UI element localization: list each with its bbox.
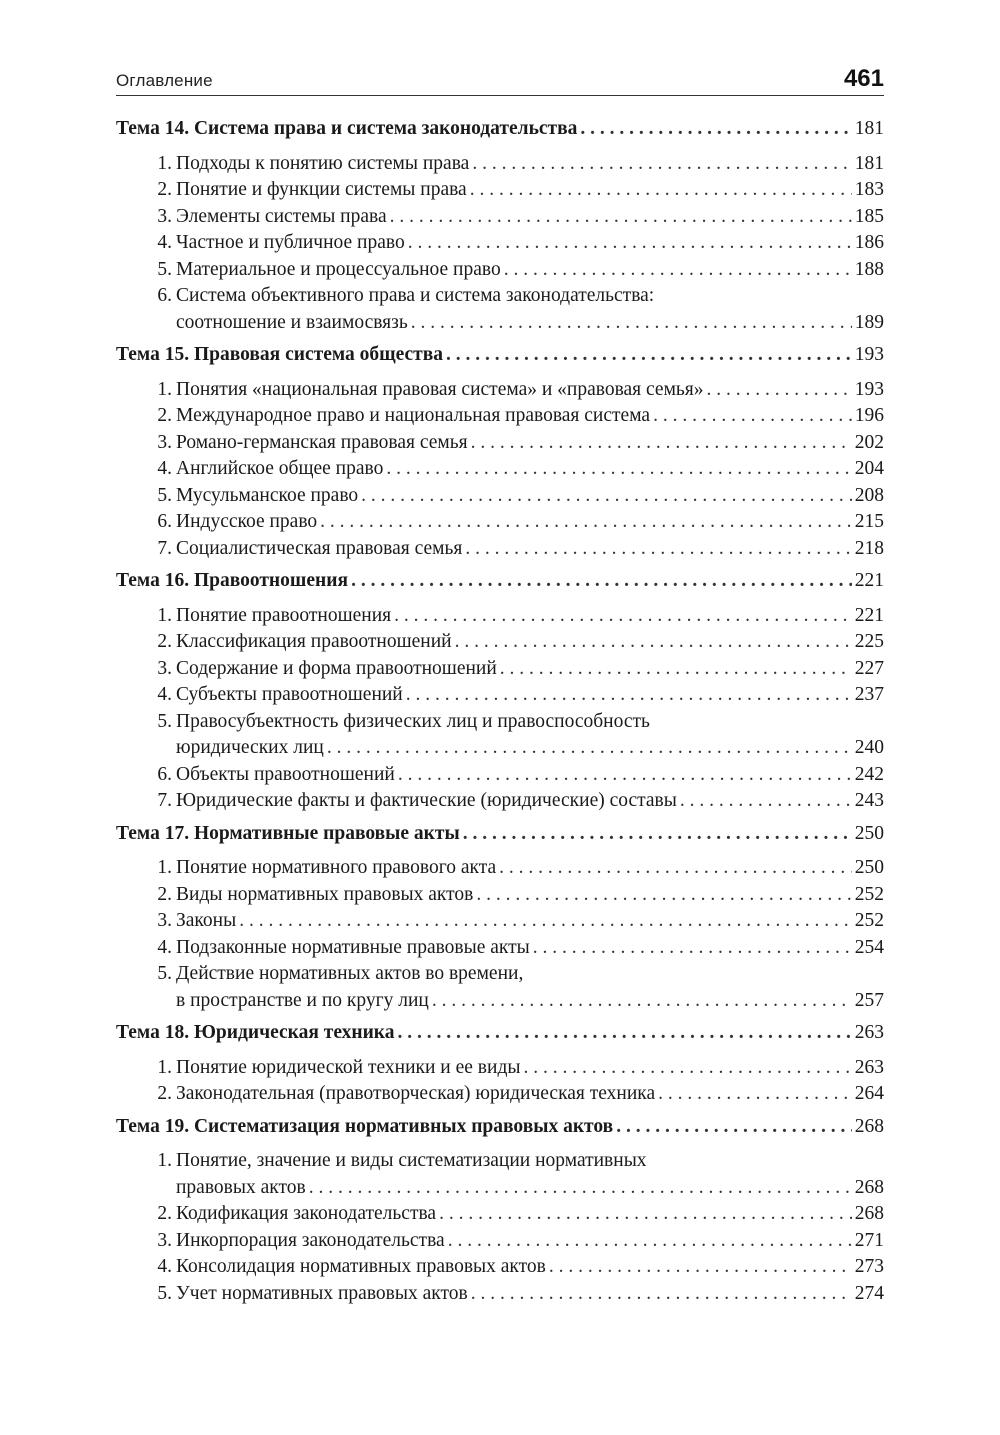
toc-item-line-text: Подзаконные нормативные правовые акты (176, 936, 530, 958)
dot-leader (658, 1081, 852, 1108)
dot-leader (463, 821, 852, 848)
toc-item-number: 1. (157, 604, 172, 626)
toc-item-line-page: 250 (854, 857, 884, 878)
dot-leader (653, 403, 852, 430)
toc-item[interactable] (116, 430, 884, 457)
toc-topic-group (116, 342, 884, 562)
toc-item[interactable] (116, 1081, 884, 1108)
toc-item-body (172, 1228, 884, 1255)
dot-leader (320, 509, 852, 536)
toc-item-line-page: 240 (854, 737, 884, 758)
toc-item-number: 2. (157, 179, 172, 200)
toc-item-line-text: Понятие нормативного правового акта (176, 857, 497, 878)
toc-item-line (176, 762, 884, 789)
toc-item-line (176, 403, 884, 430)
toc-item-body (172, 536, 884, 563)
toc-item-line (176, 536, 884, 563)
dot-leader (471, 1281, 852, 1308)
toc-item-number: 3. (157, 431, 172, 453)
toc-item-line (176, 1281, 884, 1308)
toc-item[interactable] (116, 1228, 884, 1255)
toc-item-number: 6. (157, 763, 172, 785)
dot-leader (411, 310, 852, 337)
toc-item-line (176, 151, 884, 178)
toc-item-line-page: 254 (854, 936, 884, 958)
toc-item-line-text: Классификация правоотношений (176, 631, 452, 652)
toc-topic-entry[interactable] (116, 568, 884, 595)
running-head-title: Оглавление (116, 71, 213, 90)
toc-item[interactable] (116, 377, 884, 404)
toc-item-line (176, 682, 884, 709)
toc-item[interactable] (116, 682, 884, 709)
toc-item-body (172, 629, 884, 656)
toc-item[interactable] (116, 788, 884, 815)
toc-item-number: 2. (157, 883, 172, 905)
toc-item[interactable] (116, 483, 884, 510)
toc-item-body (172, 483, 884, 510)
toc-item-number: 2. (157, 405, 172, 426)
toc-item-line-text: в пространстве и по кругу лиц (176, 989, 429, 1011)
toc-item-line-text: Понятие и функции системы права (176, 179, 467, 200)
toc-topic-entry-text: Тема 14. Система права и система законодательства (116, 118, 578, 139)
toc-item-line-page: 264 (854, 1083, 884, 1104)
toc-item-number: 5. (157, 484, 172, 506)
toc-item-line (176, 310, 884, 337)
toc-item-line (176, 735, 884, 762)
toc-item-line (176, 456, 884, 483)
toc-item-body (172, 257, 884, 284)
toc-item-body (172, 935, 884, 962)
toc-item-number: 4. (157, 232, 172, 253)
toc-item-first-line: Действие нормативных актов во времени, (176, 963, 524, 984)
toc-item-line-text: Индусское право (176, 511, 318, 532)
toc-item-line-page: 242 (854, 763, 884, 785)
toc-item-number: 3. (157, 205, 172, 227)
toc-item-line-page: 252 (854, 910, 884, 931)
toc-item-body (172, 230, 884, 257)
dot-leader (465, 536, 851, 563)
toc-item-line (176, 1254, 884, 1281)
toc-item-body (172, 882, 884, 909)
toc-item-line-text: Учет нормативных правовых актов (176, 1282, 468, 1304)
dot-leader (471, 430, 852, 457)
dot-leader (472, 151, 851, 178)
toc-item-line-page: 202 (854, 431, 884, 453)
toc-item-body (172, 1148, 884, 1201)
toc-item-line-text: Романо-германская правовая семья (176, 431, 468, 453)
toc-item-line-page: 257 (854, 989, 884, 1011)
dot-leader (533, 935, 852, 962)
toc-topic-entry[interactable] (116, 1020, 884, 1047)
toc-topic-entry-page: 221 (854, 570, 884, 591)
toc-item-line (176, 1228, 884, 1255)
toc-item-body (172, 656, 884, 683)
dot-leader (549, 1254, 852, 1281)
dot-leader (476, 882, 851, 909)
dot-leader (616, 1114, 852, 1141)
toc-item-line-text: Объекты правоотношений (176, 763, 395, 785)
toc-item-line-text: Содержание и форма правоотношений (176, 657, 497, 679)
toc-item-first-line: Система объективного права и система законодательства: (176, 285, 655, 306)
toc-item-line-page: 227 (854, 657, 884, 679)
toc-item-number: 2. (157, 631, 172, 652)
toc-item-line-text: Социалистическая правовая семья (176, 537, 463, 559)
dot-leader (394, 603, 852, 630)
toc-item-number: 6. (157, 511, 172, 532)
toc-item-number: 1. (157, 857, 172, 878)
toc-item-line (176, 1201, 884, 1228)
toc-item[interactable] (116, 456, 884, 483)
dot-leader (446, 342, 852, 369)
toc-item-number: 1. (157, 1056, 172, 1078)
toc-item-body (172, 1055, 884, 1082)
dot-leader (361, 483, 852, 510)
toc-item[interactable] (116, 855, 884, 882)
toc-topic-entry-page: 181 (854, 118, 884, 139)
toc-item-line-page: 237 (854, 684, 884, 705)
toc-item[interactable] (116, 230, 884, 257)
toc-item[interactable] (116, 762, 884, 789)
toc-item-body (172, 788, 884, 815)
toc-item-line-text: Элементы системы права (176, 205, 387, 227)
toc-item-line-page: 181 (854, 152, 884, 174)
toc-item-line-text: Понятие правоотношения (176, 604, 392, 626)
toc-item-line (176, 1175, 884, 1202)
toc-item-line-text: Консолидация нормативных правовых актов (176, 1256, 546, 1277)
toc-item-line-text: Виды нормативных правовых актов (176, 883, 474, 905)
toc-topic-entry-text: Тема 18. Юридическая техника (116, 1022, 395, 1043)
toc-topic-entry-text: Тема 17. Нормативные правовые акты (116, 822, 460, 844)
toc-item-line (176, 656, 884, 683)
toc-item[interactable] (116, 656, 884, 683)
toc-item[interactable] (116, 961, 884, 1014)
toc-item-number: 7. (157, 790, 172, 811)
dot-leader (406, 682, 852, 709)
dot-leader (499, 855, 852, 882)
toc-item-body (172, 151, 884, 178)
toc-item-line (176, 882, 884, 909)
toc-item-body (172, 509, 884, 536)
toc-item[interactable] (116, 403, 884, 430)
toc-item-line-page: 208 (854, 484, 884, 506)
toc-item-line-page: 225 (854, 631, 884, 652)
toc-item-body (172, 908, 884, 935)
toc-item-line-text: правовых актов (176, 1176, 306, 1198)
toc-item-line-text: Понятия «национальная правовая система» и «правовая семья» (176, 378, 704, 400)
dot-leader (398, 1020, 852, 1047)
toc-topic-entry-text: Тема 19. Систематизация нормативных правовых актов (116, 1115, 614, 1137)
toc-item-number: 2. (157, 1203, 172, 1224)
dot-leader (707, 377, 852, 404)
toc-topic-entry-text: Тема 15. Правовая система общества (116, 344, 443, 365)
toc-item-line-page: 193 (854, 378, 884, 400)
toc-item-body (172, 1254, 884, 1281)
toc-item-line-page: 186 (854, 232, 884, 253)
dot-leader (432, 988, 852, 1015)
toc-item-number: 1. (157, 1150, 172, 1171)
toc-item[interactable] (116, 509, 884, 536)
toc-topic-entry[interactable] (116, 1114, 884, 1141)
toc-item[interactable] (116, 1254, 884, 1281)
toc-item-line (176, 908, 884, 935)
toc-item-number: 6. (157, 285, 172, 306)
toc-item-body (172, 1281, 884, 1308)
toc-item-number: 1. (157, 152, 172, 174)
toc-item-body (172, 177, 884, 204)
toc-item-line (176, 788, 884, 815)
dot-leader (470, 177, 852, 204)
toc-item-line (176, 177, 884, 204)
toc-topic-entry-page: 193 (854, 344, 884, 365)
toc-item-number: 3. (157, 910, 172, 931)
toc-item[interactable] (116, 882, 884, 909)
toc-item-number: 5. (157, 710, 172, 732)
toc-item-line-text: соотношение и взаимосвязь (176, 311, 408, 333)
toc-item-first-line: Правосубъектность физических лиц и правоспособность (176, 710, 650, 732)
toc-item-line (176, 1055, 884, 1082)
toc-item-line-page: 273 (854, 1256, 884, 1277)
toc-item-line-text: Субъекты правоотношений (176, 684, 403, 705)
dot-leader (309, 1175, 852, 1202)
dot-leader (439, 1201, 852, 1228)
toc-item-number: 5. (157, 1282, 172, 1304)
toc-topic-entry-page: 268 (854, 1115, 884, 1137)
dot-leader (448, 1228, 852, 1255)
dot-leader (680, 788, 852, 815)
toc-topic-entry[interactable] (116, 116, 884, 143)
dot-leader (500, 656, 852, 683)
dot-leader (455, 629, 852, 656)
toc-item[interactable] (116, 629, 884, 656)
toc-item-line-text: юридических лиц (176, 737, 324, 758)
toc-item-number: 5. (157, 963, 172, 984)
toc-item-line-page: 185 (854, 205, 884, 227)
toc-item-number: 7. (157, 537, 172, 559)
toc-item-body (172, 1081, 884, 1108)
dot-leader (580, 116, 851, 143)
toc-item-line-page: 215 (854, 511, 884, 532)
toc-item-line (176, 430, 884, 457)
toc-item-line-text: Международное право и национальная правовая система (176, 405, 651, 426)
toc-item[interactable] (116, 536, 884, 563)
toc-item-line-text: Мусульманское право (176, 484, 359, 506)
toc-item-line (176, 1081, 884, 1108)
toc-item-body (172, 430, 884, 457)
toc-item-body (172, 709, 884, 762)
toc-topic-group (116, 116, 884, 336)
toc-item[interactable] (116, 151, 884, 178)
toc-item[interactable] (116, 1281, 884, 1308)
toc-topic-group (116, 821, 884, 1015)
dot-leader (239, 908, 852, 935)
toc-item-line-page: 188 (854, 258, 884, 280)
toc-item-line-page: 218 (854, 537, 884, 559)
toc-item-first-line: Понятие, значение и виды систематизации нормативных (176, 1150, 647, 1171)
toc-item-number: 4. (157, 1256, 172, 1277)
toc-item-body (172, 855, 884, 882)
toc-item-line (176, 377, 884, 404)
toc-item-line-page: 221 (854, 604, 884, 626)
running-head (116, 62, 884, 96)
dot-leader (398, 762, 852, 789)
toc-item[interactable] (116, 1148, 884, 1201)
toc-item-body (172, 456, 884, 483)
toc-item-body (172, 961, 884, 1014)
toc-item-line-page: 252 (854, 883, 884, 905)
toc-item-line-page: 204 (854, 458, 884, 479)
toc-topic-entry[interactable] (116, 821, 884, 848)
toc-item-line (176, 483, 884, 510)
toc-item-number: 4. (157, 684, 172, 705)
toc-item-line-text: Подходы к понятию системы права (176, 152, 470, 174)
toc-item-line-text: Юридические факты и фактические (юридические) составы (176, 790, 677, 811)
toc-item-number: 5. (157, 258, 172, 280)
toc-item-body (172, 283, 884, 336)
toc-item-line-text: Английское общее право (176, 458, 384, 479)
toc-item-line-text: Материальное и процессуальное право (176, 258, 501, 280)
toc-item-line (176, 629, 884, 656)
toc-item-line-page: 268 (854, 1176, 884, 1198)
toc-item[interactable] (116, 709, 884, 762)
dot-leader (386, 456, 851, 483)
toc-item-number: 2. (157, 1083, 172, 1104)
toc-item-number: 4. (157, 936, 172, 958)
toc-item[interactable] (116, 1055, 884, 1082)
dot-leader (327, 735, 852, 762)
toc-item-line-text: Кодификация законодательства (176, 1203, 437, 1224)
toc-item-number: 3. (157, 657, 172, 679)
toc-item-number: 3. (157, 1229, 172, 1251)
toc-item-line-page: 271 (854, 1229, 884, 1251)
toc-item[interactable] (116, 935, 884, 962)
toc-item-line-page: 183 (854, 179, 884, 200)
table-of-contents (116, 112, 884, 1313)
toc-item-body (172, 403, 884, 430)
toc-topic-entry-page: 250 (854, 822, 884, 844)
toc-item-line-page: 263 (854, 1056, 884, 1078)
toc-topic-entry-page: 263 (854, 1022, 884, 1043)
toc-item-line (176, 935, 884, 962)
dot-leader (351, 568, 852, 595)
toc-topic-entry[interactable] (116, 342, 884, 369)
toc-item[interactable] (116, 204, 884, 231)
toc-topic-group (116, 568, 884, 815)
toc-item-body (172, 603, 884, 630)
toc-item-number: 1. (157, 378, 172, 400)
toc-item[interactable] (116, 257, 884, 284)
toc-item-line-text: Инкорпорация законодательства (176, 1229, 445, 1251)
toc-item-line-page: 243 (854, 790, 884, 811)
toc-item-line (176, 855, 884, 882)
toc-item-line-text: Понятие юридической техники и ее виды (176, 1056, 521, 1078)
toc-item[interactable] (116, 603, 884, 630)
toc-item-line (176, 230, 884, 257)
page-number: 461 (843, 65, 884, 92)
toc-item-body (172, 377, 884, 404)
dot-leader (504, 257, 852, 284)
toc-topic-group (116, 1020, 884, 1108)
toc-item-line-text: Законы (176, 910, 237, 931)
toc-item-line-page: 196 (854, 405, 884, 426)
toc-item-line-text: Законодательная (правотворческая) юридическая техника (176, 1083, 656, 1104)
toc-item-number: 4. (157, 458, 172, 479)
toc-item-line (176, 204, 884, 231)
toc-item-line-page: 268 (854, 1203, 884, 1224)
toc-item[interactable] (116, 177, 884, 204)
toc-item-body (172, 762, 884, 789)
toc-item[interactable] (116, 1201, 884, 1228)
toc-item-line-page: 189 (854, 311, 884, 333)
dot-leader (390, 204, 852, 231)
toc-item-body (172, 1201, 884, 1228)
toc-item[interactable] (116, 283, 884, 336)
toc-item-line (176, 988, 884, 1015)
dot-leader (523, 1055, 851, 1082)
toc-item-line-page: 274 (854, 1282, 884, 1304)
toc-item-line (176, 603, 884, 630)
toc-topic-entry-text: Тема 16. Правоотношения (116, 570, 349, 591)
toc-item-body (172, 204, 884, 231)
toc-topic-group (116, 1114, 884, 1308)
toc-item-line-text: Частное и публичное право (176, 232, 405, 253)
toc-item-body (172, 682, 884, 709)
toc-item-line (176, 257, 884, 284)
toc-item[interactable] (116, 908, 884, 935)
dot-leader (408, 230, 852, 257)
toc-item-line (176, 509, 884, 536)
